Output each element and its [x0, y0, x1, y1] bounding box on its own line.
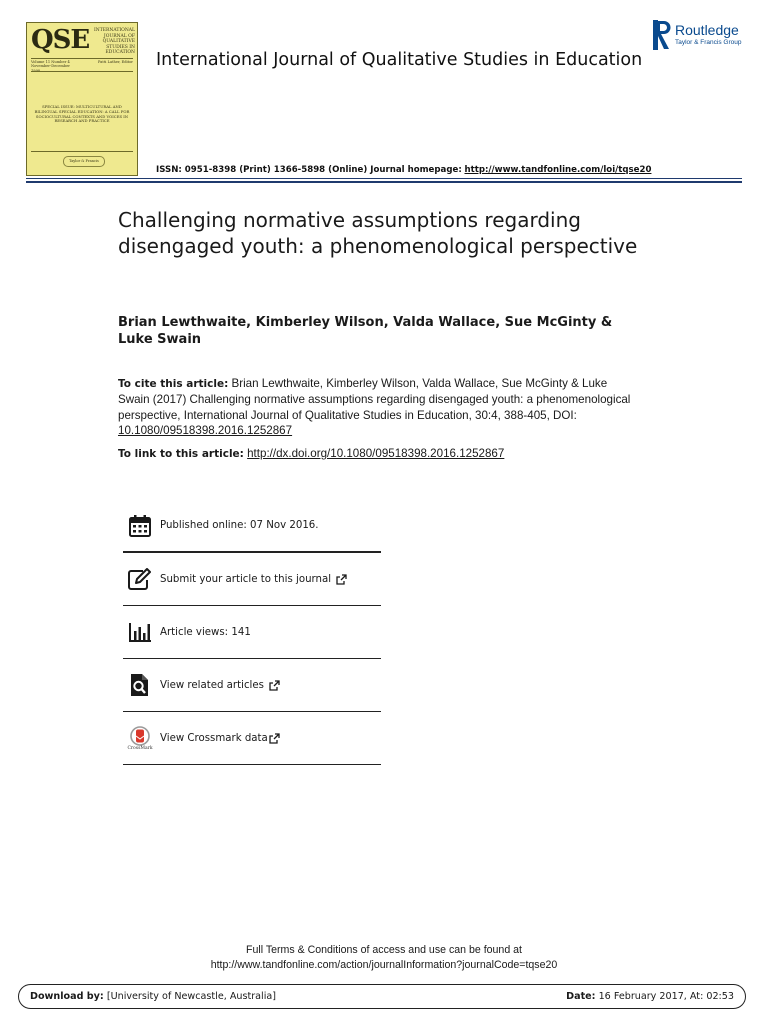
download-value: [University of Newcastle, Australia]	[106, 991, 277, 1002]
date-value: 16 February 2017, At: 02:53	[598, 991, 734, 1002]
document-search-icon	[127, 672, 153, 698]
calendar-icon	[127, 513, 153, 539]
crossmark-item[interactable]	[123, 712, 381, 765]
external-link-icon	[269, 680, 280, 691]
crossmark-icon	[127, 725, 153, 751]
header-divider	[26, 181, 742, 183]
publisher-name: Routledge	[675, 22, 739, 38]
issn-line	[156, 165, 651, 175]
cover-meta-left: Volume 11 Number 4 November-December	[31, 60, 70, 69]
download-label: Download by:	[30, 991, 104, 1002]
cover-publisher-badge: Taylor & Francis	[63, 156, 105, 167]
article-info-list	[123, 500, 381, 765]
crossmark-badge-text: CrossMark	[127, 745, 153, 751]
bar-chart-icon	[127, 619, 153, 645]
download-footer	[18, 984, 746, 1009]
issn-label: ISSN: 0951-8398 (Print) 1366-5898 (Online) Journal homepage:	[156, 165, 462, 175]
date-info	[566, 991, 734, 1002]
cover-divider	[31, 151, 133, 152]
journal-title[interactable]: International Journal of Qualitative Studies in Education	[156, 50, 643, 70]
date-label: Date:	[566, 991, 596, 1002]
external-link-icon	[269, 733, 280, 744]
related-articles-item[interactable]	[123, 659, 381, 712]
publisher-subtitle: Taylor & Francis Group	[675, 39, 742, 46]
cover-logo: QSE	[31, 25, 90, 55]
journal-cover-thumbnail[interactable]	[26, 22, 138, 176]
citation-block	[118, 376, 638, 439]
external-link-icon	[336, 574, 347, 585]
terms-url[interactable]: http://www.tandfonline.com/action/journalInformation?journalCode=tqse20	[210, 958, 558, 971]
journal-homepage-link[interactable]: http://www.tandfonline.com/loi/tqse20	[464, 165, 652, 175]
crossmark-label: View Crossmark data	[160, 732, 268, 744]
publisher-logo[interactable]	[653, 20, 753, 52]
published-date-item	[123, 500, 381, 553]
doi-link[interactable]: 10.1080/09518398.2016.1252867	[118, 424, 293, 438]
download-info	[30, 991, 276, 1002]
cover-issue-text: SPECIAL ISSUE: MULTICULTURAL AND BILINGUAL SPECIAL EDUCATION: A CALL FOR SOCIOCULTURAL CONTEXTS AND VOICES IN RESEARCH AND PRACTICE	[34, 104, 130, 124]
cover-meta-right: Patti Lather, Editor	[98, 60, 133, 64]
submit-article-item[interactable]	[123, 553, 381, 606]
submit-article-label: Submit your article to this journal	[160, 573, 332, 585]
terms-line-1: Full Terms & Conditions of access and use can be found at	[246, 944, 522, 956]
cite-text: Brian Lewthwaite, Kimberley Wilson, Valda Wallace, Sue McGinty & Luke Swain (2017) Challenging normative assumptions regarding disengaged youth: a phenomenological perspective, International Journal of Qualitative Studies in Education, 30:4, 388-405, DOI:	[118, 377, 631, 422]
cite-label: To cite this article:	[118, 378, 229, 390]
article-url-link[interactable]: http://dx.doi.org/10.1080/09518398.2016.1252867	[247, 447, 505, 460]
link-label: To link to this article:	[118, 448, 244, 460]
article-link-line	[118, 446, 678, 462]
article-views-text: Article views: 141	[160, 626, 251, 638]
cover-divider	[31, 58, 133, 59]
cover-divider	[31, 71, 133, 72]
related-articles-label: View related articles	[160, 679, 264, 691]
terms-notice	[0, 943, 768, 972]
article-authors: Brian Lewthwaite, Kimberley Wilson, Valda Wallace, Sue McGinty & Luke Swain	[118, 315, 613, 347]
published-date-text: Published online: 07 Nov 2016.	[160, 520, 319, 531]
routledge-r-icon	[653, 20, 671, 50]
article-views-item	[123, 606, 381, 659]
article-title: Challenging normative assumptions regarding disengaged youth: a phenomenological perspective	[118, 208, 638, 258]
header-divider-thin	[26, 178, 742, 179]
cover-side-text: INTERNATIONAL JOURNAL OF QUALITATIVE STUDIES IN EDUCATION	[94, 28, 135, 56]
edit-icon	[127, 566, 153, 592]
